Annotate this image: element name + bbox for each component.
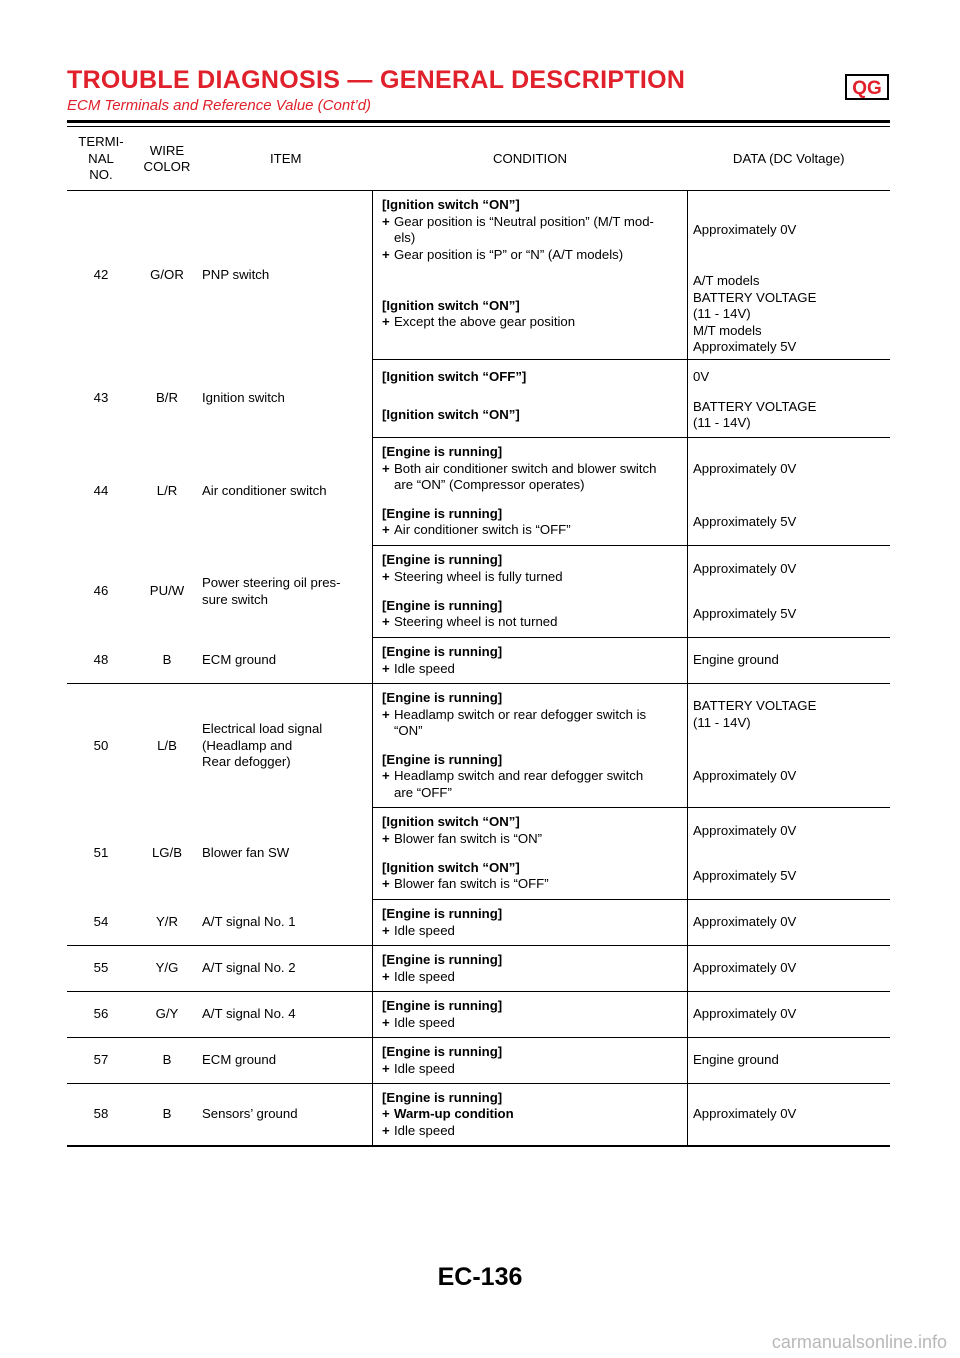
page-number: EC-136 (437, 1263, 523, 1291)
col-terminal-line: TERMI- (78, 134, 124, 150)
item-cell (199, 808, 373, 900)
condition-bullet (382, 923, 687, 940)
bullet-marker: + (382, 213, 390, 229)
condition-cell (373, 684, 688, 746)
data-line: Engine ground (693, 1052, 779, 1068)
bullet-text-line: Warm-up condition (394, 1106, 514, 1121)
item-cell (199, 191, 373, 360)
bullet-marker: + (382, 660, 390, 676)
item-cell (199, 1084, 373, 1146)
bullet-text (394, 876, 687, 893)
bullet-marker: + (382, 246, 390, 262)
bullet-text (394, 707, 687, 740)
condition-bullet (382, 661, 687, 678)
data-line: M/T models (693, 322, 762, 338)
bullet-text-line: Gear position is “P” or “N” (A/T models) (394, 246, 624, 262)
bullet-text-line: Blower fan switch is “ON” (394, 830, 543, 846)
col-wire-color-line: WIRE (149, 142, 185, 158)
data-cell (688, 992, 891, 1038)
condition-cell (373, 438, 688, 500)
header-rule-thin (67, 126, 890, 127)
bullet-text (394, 247, 687, 264)
table-row (67, 808, 890, 854)
data-line: Approximately 0V (693, 460, 797, 476)
data-line: Approximately 5V (693, 606, 797, 621)
condition-bullet (382, 1061, 687, 1078)
bullet-marker: + (382, 1106, 390, 1121)
data-line: Engine ground (693, 652, 779, 668)
table-row (67, 946, 890, 992)
page-title: TROUBLE DIAGNOSIS — GENERAL DESCRIPTION (67, 66, 686, 94)
item-line: Ignition switch (202, 390, 285, 406)
bullet-marker: + (382, 1014, 390, 1030)
terminal-number: 51 (93, 845, 109, 861)
col-terminal-header (67, 128, 135, 191)
bullet-marker: + (382, 314, 390, 330)
terminal-number: 44 (93, 483, 109, 499)
data-cell (688, 808, 891, 854)
data-cell (688, 546, 891, 592)
condition-bullet (382, 247, 687, 264)
bullet-marker: + (382, 706, 390, 722)
data-line: BATTERY VOLTAGE (693, 698, 817, 714)
bullet-text-line: Headlamp switch and rear defogger switch (394, 768, 644, 783)
bullet-marker: + (382, 1060, 390, 1076)
col-wire-color-header (135, 128, 199, 191)
data-line: Approximately 0V (693, 1106, 797, 1121)
bullet-text (394, 1061, 687, 1078)
bullet-text-line: Blower fan switch is “OFF” (394, 876, 549, 892)
data-line: BATTERY VOLTAGE (693, 289, 817, 305)
data-line: Approximately 0V (693, 1006, 797, 1022)
item-line: Power steering oil pres- (202, 575, 341, 590)
bullet-text (394, 1015, 687, 1032)
terminal-number: 54 (67, 900, 135, 946)
bullet-marker: + (382, 830, 390, 846)
terminal-number: 55 (67, 946, 135, 992)
condition-title: [Ignition switch “ON”] (382, 407, 520, 422)
data-cell (688, 592, 891, 638)
data-cell (688, 500, 891, 546)
bullet-text-line: Idle speed (394, 1014, 455, 1030)
bullet-text (394, 1106, 687, 1123)
item-line: PNP switch (202, 267, 270, 282)
bullet-text (394, 923, 687, 940)
data-cell (688, 746, 891, 808)
item-line: Rear defogger) (202, 754, 291, 769)
condition-bullet (382, 969, 687, 986)
table-row (67, 684, 890, 746)
condition-bullet (382, 461, 687, 494)
item-line: (Headlamp and (202, 737, 293, 753)
condition-title: [Ignition switch “ON”] (382, 197, 520, 213)
condition-cell (373, 191, 688, 270)
condition-title: [Engine is running] (382, 690, 503, 705)
table-row (67, 900, 890, 946)
item-line: Sensors’ ground (202, 1106, 298, 1121)
condition-bullet (382, 314, 687, 331)
data-cell (688, 946, 891, 992)
wire-color: B (135, 1084, 199, 1146)
header-rule-thick (67, 120, 890, 123)
page-subtitle: ECM Terminals and Reference Value (Cont’d) (67, 97, 372, 114)
bullet-text (394, 768, 687, 801)
data-line: 0V (693, 368, 710, 384)
wire-color: B/R (156, 390, 178, 406)
terminal-number: 43 (93, 390, 109, 406)
data-line: Approximately 5V (693, 514, 797, 529)
table-row (67, 438, 890, 500)
wire-color: L/R (156, 483, 178, 499)
condition-title: [Engine is running] (382, 597, 503, 613)
wire-color: LG/B (151, 845, 183, 861)
data-cell (688, 270, 891, 360)
ecm-terminal-table (67, 128, 890, 1147)
bullet-text (394, 461, 687, 494)
wire-color: PU/W (149, 583, 185, 599)
condition-cell (373, 746, 688, 808)
item-cell (199, 638, 373, 684)
bullet-text-line: Steering wheel is fully turned (394, 568, 563, 584)
table-header-row (67, 128, 890, 191)
bullet-text-line: Idle speed (394, 968, 455, 984)
bullet-text (394, 522, 687, 539)
data-cell (688, 394, 891, 438)
terminal-number: 56 (67, 992, 135, 1038)
data-cell (688, 1084, 891, 1146)
condition-title: [Engine is running] (382, 644, 503, 659)
condition-cell (373, 638, 688, 684)
data-line: Approximately 0V (693, 222, 797, 237)
table-row (67, 546, 890, 592)
wire-color: Y/R (135, 900, 199, 946)
bullet-marker: + (382, 768, 390, 783)
condition-cell (373, 1038, 688, 1084)
wire-color: B (135, 638, 199, 684)
terminal-number: 42 (93, 267, 109, 282)
condition-title: [Ignition switch “ON”] (382, 297, 520, 313)
condition-bullet (382, 1123, 687, 1140)
col-data-header: DATA (DC Voltage) (688, 128, 891, 191)
terminal-number: 48 (67, 638, 135, 684)
item-cell (199, 946, 373, 992)
data-line: (11 - 14V) (693, 306, 751, 321)
bullet-text-line: Air conditioner switch is “OFF” (394, 522, 571, 538)
item-line: Electrical load signal (202, 721, 323, 736)
data-cell (688, 438, 891, 500)
bullet-text (394, 614, 687, 631)
data-line: Approximately 0V (693, 768, 797, 783)
condition-title: [Engine is running] (382, 1089, 503, 1105)
item-cell (199, 684, 373, 808)
col-terminal-line: NAL (88, 150, 114, 166)
item-line: A/T signal No. 2 (202, 960, 296, 976)
data-cell (688, 1038, 891, 1084)
terminal-number: 58 (67, 1084, 135, 1146)
condition-bullet (382, 614, 687, 631)
item-line: ECM ground (202, 652, 277, 667)
data-line: Approximately 0V (693, 560, 797, 576)
bullet-text-line: “ON” (394, 723, 423, 738)
bullet-text-line: Both air conditioner switch and blower switch (394, 460, 657, 476)
col-condition-header: CONDITION (373, 128, 688, 191)
table-row (67, 992, 890, 1038)
data-line: BATTERY VOLTAGE (693, 398, 817, 414)
condition-bullet (382, 1106, 687, 1123)
wire-color: G/Y (135, 992, 199, 1038)
condition-title: [Ignition switch “ON”] (382, 814, 520, 830)
condition-cell (373, 546, 688, 592)
data-cell (688, 900, 891, 946)
bullet-text-line: Except the above gear position (394, 314, 576, 330)
item-line: Blower fan SW (202, 845, 290, 861)
bullet-text-line: Steering wheel is not turned (394, 614, 558, 630)
condition-bullet (382, 707, 687, 740)
data-cell (688, 638, 891, 684)
data-line: Approximately 0V (693, 960, 797, 976)
col-item-header: ITEM (199, 128, 373, 191)
condition-cell (373, 592, 688, 638)
condition-bullet (382, 522, 687, 539)
data-line: Approximately 0V (693, 914, 797, 930)
condition-bullet (382, 569, 687, 586)
item-line: A/T signal No. 1 (202, 914, 296, 929)
table-body (67, 191, 890, 1146)
bullet-text-line: Headlamp switch or rear defogger switch is (394, 706, 647, 722)
condition-cell (373, 360, 688, 394)
condition-title: [Ignition switch “ON”] (382, 859, 520, 875)
bullet-marker: + (382, 460, 390, 476)
item-cell (199, 546, 373, 638)
bullet-text-line: are “ON” (Compressor operates) (394, 477, 585, 492)
data-cell (688, 684, 891, 746)
terminal-number: 46 (93, 583, 109, 599)
condition-title: [Engine is running] (382, 552, 503, 568)
condition-title: [Engine is running] (382, 952, 503, 967)
condition-cell (373, 946, 688, 992)
bullet-marker: + (382, 968, 390, 984)
wire-color: G/OR (150, 267, 184, 282)
item-line: A/T signal No. 4 (202, 1006, 296, 1022)
condition-cell (373, 808, 688, 854)
condition-title: [Engine is running] (382, 1044, 503, 1059)
bullet-text (394, 661, 687, 678)
condition-cell (373, 270, 688, 360)
bullet-marker: + (382, 876, 390, 892)
condition-cell (373, 500, 688, 546)
item-line: sure switch (202, 591, 268, 607)
item-cell (199, 360, 373, 438)
item-line: ECM ground (202, 1052, 277, 1068)
item-cell (199, 1038, 373, 1084)
data-line: Approximately 5V (693, 339, 797, 354)
terminal-number: 57 (67, 1038, 135, 1084)
condition-bullet (382, 214, 687, 247)
bullet-text-line: els) (394, 230, 416, 246)
data-line: Approximately 0V (693, 822, 797, 838)
condition-cell (373, 394, 688, 438)
condition-bullet (382, 876, 687, 893)
condition-cell (373, 1084, 688, 1146)
bullet-marker: + (382, 522, 390, 538)
bullet-text (394, 969, 687, 986)
bullet-marker: + (382, 1122, 390, 1138)
condition-title: [Engine is running] (382, 998, 503, 1013)
bullet-text-line: are “OFF” (394, 784, 452, 800)
wire-color: L/B (157, 737, 177, 753)
terminal-number: 50 (93, 737, 109, 753)
data-cell (688, 360, 891, 394)
condition-bullet (382, 1015, 687, 1032)
bullet-text-line: Idle speed (394, 922, 455, 938)
data-cell (688, 191, 891, 270)
item-cell (199, 992, 373, 1038)
data-line: Approximately 5V (693, 868, 797, 883)
data-line: (11 - 14V) (693, 415, 751, 431)
condition-bullet (382, 768, 687, 801)
table-row (67, 638, 890, 684)
item-cell (199, 900, 373, 946)
watermark: carmanualsonline.info (771, 1332, 947, 1352)
bullet-text (394, 214, 687, 247)
table-row (67, 360, 890, 394)
bullet-marker: + (382, 614, 390, 630)
condition-cell (373, 992, 688, 1038)
condition-title: [Engine is running] (382, 505, 503, 521)
bullet-text-line: Idle speed (394, 660, 455, 676)
item-line: Air conditioner switch (202, 483, 327, 499)
bullet-text (394, 569, 687, 586)
table-row (67, 1084, 890, 1146)
condition-bullet (382, 831, 687, 848)
condition-title: [Engine is running] (382, 906, 503, 921)
condition-cell (373, 854, 688, 900)
data-line: (11 - 14V) (693, 714, 751, 730)
condition-cell (373, 900, 688, 946)
condition-title: [Ignition switch “OFF”] (382, 368, 527, 384)
bullet-text-line: Idle speed (394, 1060, 455, 1076)
bullet-marker: + (382, 568, 390, 584)
table-row (67, 1038, 890, 1084)
col-terminal-line: NO. (89, 167, 113, 183)
wire-color: Y/G (135, 946, 199, 992)
wire-color: B (135, 1038, 199, 1084)
data-line: A/T models (693, 273, 760, 288)
bullet-text (394, 1123, 687, 1140)
condition-title: [Engine is running] (382, 444, 503, 459)
bullet-text-line: Gear position is “Neutral position” (M/T mod- (394, 213, 654, 229)
condition-title: [Engine is running] (382, 751, 503, 767)
item-cell (199, 438, 373, 546)
bullet-text (394, 314, 687, 331)
bullet-marker: + (382, 922, 390, 938)
bullet-text-line: Idle speed (394, 1122, 455, 1138)
col-wire-color-line: COLOR (143, 159, 191, 174)
engine-code-badge: QG (845, 74, 889, 100)
table-row (67, 191, 890, 270)
bullet-text (394, 831, 687, 848)
data-cell (688, 854, 891, 900)
